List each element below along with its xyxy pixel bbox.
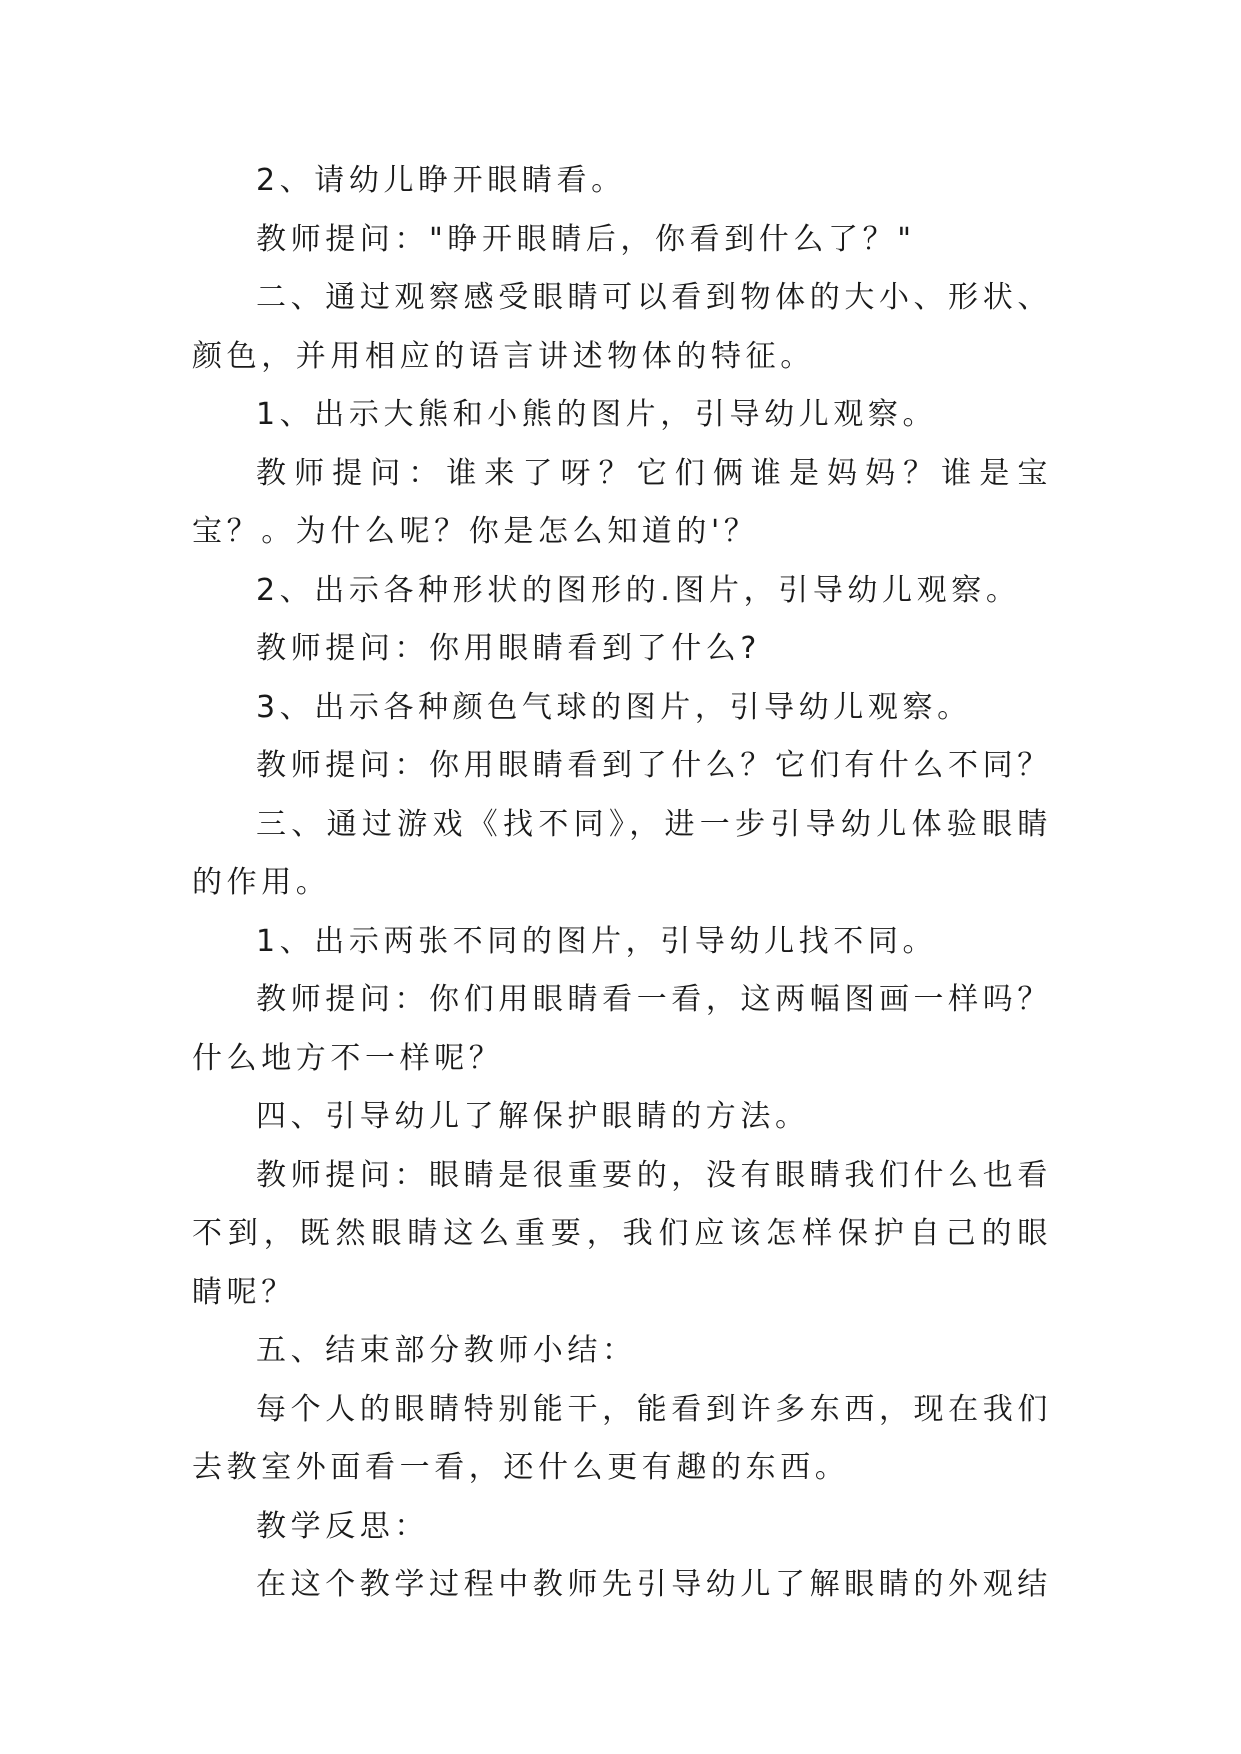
paragraph: 1、出示大熊和小熊的图片，引导幼儿观察。	[256, 397, 938, 432]
paragraph: 教师提问：你用眼睛看到了什么？它们有什么不同？	[256, 748, 1052, 783]
paragraph: 3、出示各种颜色气球的图片，引导幼儿观察。	[256, 689, 972, 725]
paragraph: 四、引导幼儿了解保护眼睛的方法。	[256, 1099, 810, 1134]
paragraph: 1、出示两张不同的图片，引导幼儿找不同。	[256, 923, 938, 959]
paragraph: 教师提问：谁来了呀？它们俩谁是妈妈？谁是宝宝？。为什么呢？你是怎么知道的'？	[192, 455, 1052, 549]
paragraph: 2、请幼儿睁开眼睛看。	[256, 163, 626, 198]
document-body	[192, 152, 1052, 1615]
paragraph: 在这个教学过程中教师先引导幼儿了解眼睛的外观结	[256, 1567, 1052, 1602]
paragraph: 教师提问：眼睛是很重要的，没有眼睛我们什么也看不到，既然眼睛这么重要，我们应该怎样保护自己的眼睛呢？	[192, 1157, 1052, 1310]
paragraph: 五、结束部分教师小结：	[256, 1333, 637, 1368]
paragraph: 教师提问：你们用眼睛看一看，这两幅图画一样吗？什么地方不一样呢？	[192, 982, 1052, 1076]
paragraph: 2、出示各种形状的图形的.图片，引导幼儿观察。	[256, 572, 1021, 608]
paragraph: 三、通过游戏《找不同》，进一步引导幼儿体验眼睛的作用。	[192, 806, 1052, 900]
paragraph: 教学反思：	[256, 1508, 429, 1544]
paragraph: 二、通过观察感受眼睛可以看到物体的大小、形状、颜色，并用相应的语言讲述物体的特征。	[192, 280, 1052, 374]
paragraph: 教师提问："睁开眼睛后，你看到什么了？"	[256, 221, 916, 257]
paragraph: 每个人的眼睛特别能干，能看到许多东西，现在我们去教室外面看一看，还什么更有趣的东西。	[192, 1391, 1052, 1485]
paragraph: 教师提问：你用眼睛看到了什么?	[256, 631, 761, 666]
